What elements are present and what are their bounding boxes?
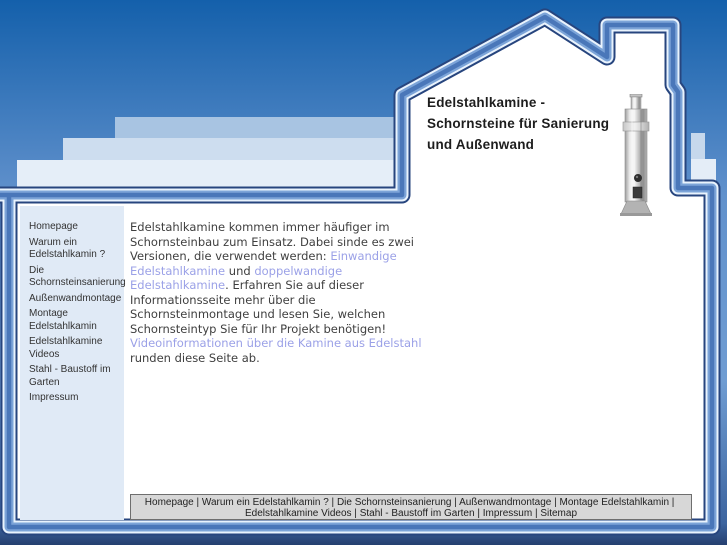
footer-item-edelstahlkamine-videos[interactable]: Edelstahlkamine Videos <box>244 508 352 519</box>
right-step-1 <box>691 133 705 159</box>
chimney-access-door <box>633 187 642 198</box>
chimney-knob <box>634 174 642 182</box>
link-einwandige-edelstahlkamine[interactable]: Einwandige Edelstahlkamine <box>130 249 397 278</box>
footer-separator: | <box>193 497 202 508</box>
link-videoinformationen[interactable]: Videoinformationen über die Kamine aus Edelstahl <box>130 336 422 350</box>
chimney-neck <box>631 97 641 110</box>
sidebar-item-warum-ein-edelstahlkamin[interactable]: Warum ein Edelstahlkamin ? <box>29 236 106 260</box>
sidebar-item-montage-edelstahlkamin[interactable]: Montage Edelstahlkamin <box>29 308 97 332</box>
page-title-line-2: Schornsteine für Sanierung <box>427 116 610 131</box>
footer-item-stahl-baustoff-im-garten[interactable]: Stahl - Baustoff im Garten <box>359 508 475 519</box>
paragraph-text-4: runden diese Seite ab. <box>130 350 260 365</box>
footer-item-warum-ein-edelstahlkamin[interactable]: Warum ein Edelstahlkamin ? <box>201 497 329 508</box>
footer-item-impressum[interactable]: Impressum <box>482 508 533 519</box>
page-title-line-3: und Außenwand <box>427 137 535 152</box>
footer-separator: | <box>532 508 541 519</box>
sidebar-nav <box>20 206 124 520</box>
link-doppelwandige-edelstahlkamine[interactable]: doppelwandige Edelstahlkamine <box>130 263 343 292</box>
chimney-clamp-band <box>623 122 649 131</box>
footer-separator: | <box>669 497 678 508</box>
chimney-base <box>621 201 651 214</box>
sidebar-item-impressum[interactable]: Impressum <box>29 392 79 403</box>
footer-line-1 <box>131 497 691 508</box>
paragraph-text-2: und <box>225 263 255 278</box>
footer-item-homepage[interactable]: Homepage <box>144 497 194 508</box>
footer-separator: | <box>551 497 560 508</box>
footer-item-aussenwandmontage[interactable]: Außenwandmontage <box>459 497 552 508</box>
page-title-line-1: Edelstahlkamine - <box>427 95 546 110</box>
chimney-top-cap <box>630 94 642 97</box>
footer-line-2 <box>131 508 691 519</box>
footer-nav <box>130 494 692 520</box>
footer-item-montage-edelstahlkamin[interactable]: Montage Edelstahlkamin <box>559 497 670 508</box>
paragraph-text-1: Edelstahlkamine kommen immer häufiger im Schornsteinbau zum Einsatz. Dabei sinde es zwei Versionen, die verwendet werden: <box>130 220 415 263</box>
footer-separator: | <box>328 497 337 508</box>
chimney-base-plate <box>620 213 652 216</box>
footer-separator: | <box>474 508 483 519</box>
sidebar-item-aussenwandmontage[interactable]: Außenwandmontage <box>29 292 122 304</box>
footer-item-sitemap[interactable]: Sitemap <box>540 508 578 519</box>
paragraph-text-3: . Erfahren Sie auf dieser Informationsseite mehr über die Schornsteinmontage und lesen Sie, welchen Schornsteintyp Sie für Ihr Projekt benötigen! <box>130 278 387 336</box>
footer-separator: | <box>351 508 360 519</box>
footer-item-schornsteinsanierung[interactable]: Die Schornsteinsanierung <box>336 497 452 508</box>
chimney-knob-highlight <box>636 176 638 178</box>
sidebar-item-schornsteinsanierung[interactable]: Die Schornsteinsanierung <box>29 264 126 288</box>
sidebar-item-homepage[interactable]: Homepage <box>29 221 78 232</box>
sidebar-item-stahl-baustoff-im-garten[interactable]: Stahl - Baustoff im Garten <box>29 364 111 388</box>
footer-separator: | <box>451 497 460 508</box>
left-step-3 <box>17 160 402 188</box>
sidebar-item-edelstahlkamine-videos[interactable]: Edelstahlkamine Videos <box>29 336 103 360</box>
intro-paragraph <box>130 220 430 365</box>
chimney-product-image <box>618 94 654 216</box>
